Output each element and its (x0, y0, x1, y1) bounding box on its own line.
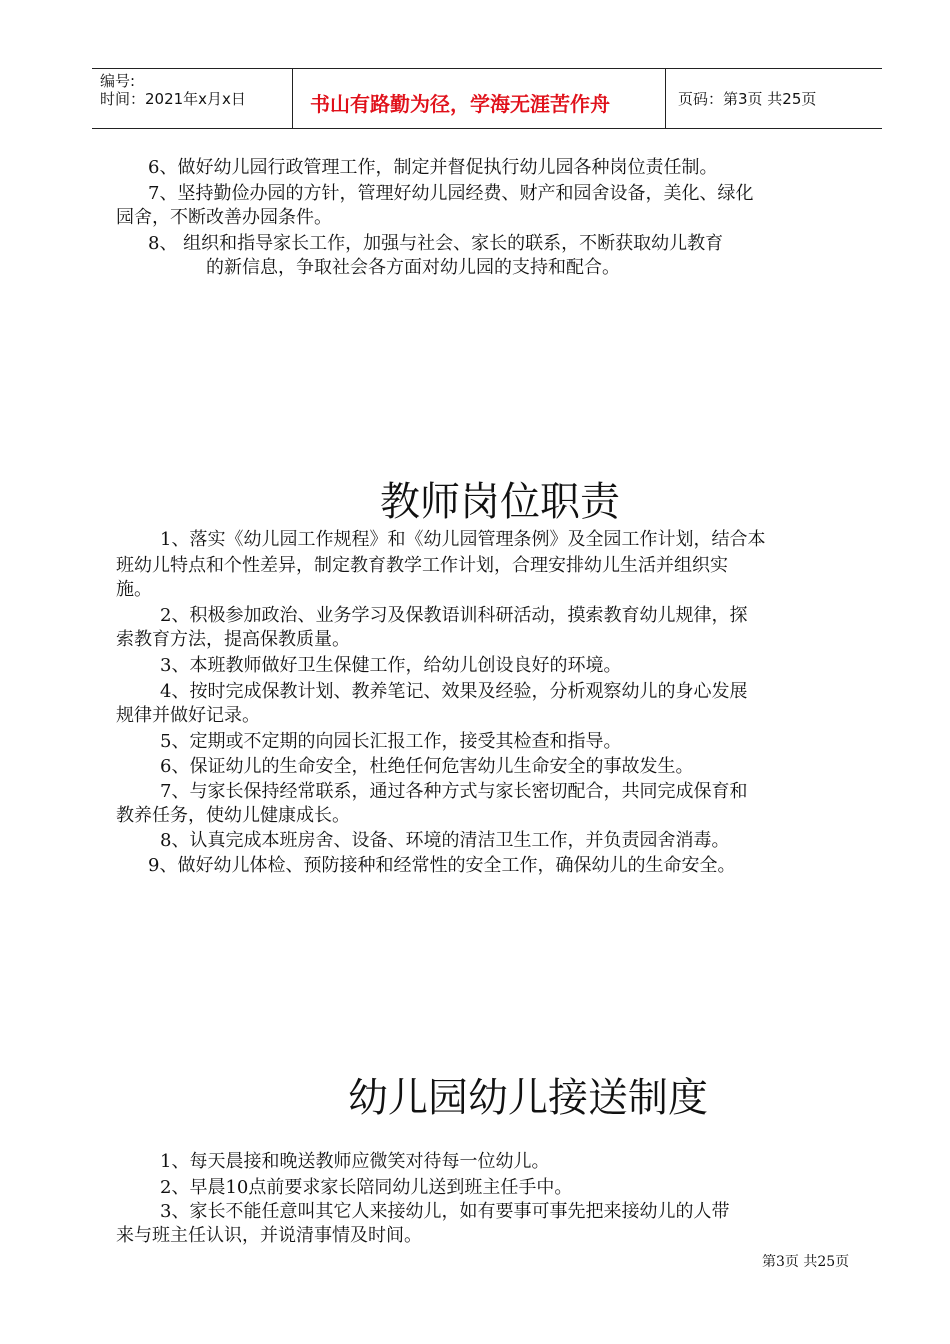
duty-item-8: 8、 组织和指导家长工作，加强与社会、家长的联系，不断获取幼儿教育 (148, 233, 724, 254)
teacher-item-9: 9、做好幼儿体检、预防接种和经常性的安全工作，确保幼儿的生命安全。 (148, 855, 736, 876)
header-top-border (92, 68, 882, 69)
teacher-item-6: 6、保证幼儿的生命安全，杜绝任何危害幼儿生命安全的事故发生。 (160, 756, 694, 777)
teacher-item-5: 5、定期或不定期的向园长汇报工作，接受其检查和指导。 (160, 731, 622, 752)
teacher-item-2-cont: 索教育方法，提高保教质量。 (116, 629, 350, 650)
teacher-item-8: 8、认真完成本班房舍、设备、环境的清洁卫生工作，并负责园舍消毒。 (160, 830, 730, 851)
duty-item-8-cont: 的新信息，争取社会各方面对幼儿园的支持和配合。 (206, 257, 620, 278)
serial-label: 编号: (100, 72, 136, 90)
header-bottom-border (92, 128, 882, 129)
duty-item-6: 6、做好幼儿园行政管理工作，制定并督促执行幼儿园各种岗位责任制。 (148, 157, 718, 178)
teacher-item-1-cont: 班幼儿特点和个性差异，制定教育教学工作计划，合理安排幼儿生活并组织实 (116, 555, 728, 576)
pickup-item-3: 3、家长不能任意叫其它人来接幼儿，如有要事可事先把来接幼儿的人带 (160, 1201, 730, 1222)
header-divider-right (665, 68, 666, 129)
teacher-section-title: 教师岗位职责 (380, 479, 620, 525)
teacher-item-1: 1、落实《幼儿园工作规程》和《幼儿园管理条例》及全园工作计划，结合本 (160, 529, 766, 550)
duty-item-7-cont: 园舍，不断改善办园条件。 (116, 207, 332, 228)
teacher-item-3: 3、本班教师做好卫生保健工作，给幼儿创设良好的环境。 (160, 655, 622, 676)
time-label: 时间：2021年x月x日 (100, 90, 246, 108)
teacher-item-4: 4、按时完成保教计划、教养笔记、效果及经验，分析观察幼儿的身心发展 (160, 681, 748, 702)
teacher-item-2: 2、积极参加政治、业务学习及保教语训科研活动，摸索教育幼儿规律，探 (160, 605, 748, 626)
duty-item-7: 7、坚持勤俭办园的方针，管理好幼儿园经费、财产和园舍设备，美化、绿化 (148, 183, 754, 204)
teacher-item-1-cont2: 施。 (116, 579, 152, 600)
header-motto: 书山有路勤为径，学海无涯苦作舟 (310, 92, 610, 116)
pickup-item-2: 2、早晨10点前要求家长陪同幼儿送到班主任手中。 (160, 1177, 573, 1198)
teacher-item-4-cont: 规律并做好记录。 (116, 705, 260, 726)
teacher-item-7-cont: 教养任务，使幼儿健康成长。 (116, 805, 350, 826)
pickup-item-1: 1、每天晨接和晚送教师应微笑对待每一位幼儿。 (160, 1151, 550, 1172)
pickup-section-title: 幼儿园幼儿接送制度 (348, 1075, 708, 1121)
teacher-item-7: 7、与家长保持经常联系，通过各种方式与家长密切配合，共同完成保育和 (160, 781, 748, 802)
footer-page-number: 第3页 共25页 (762, 1254, 850, 1270)
page-number-label: 页码：第3页 共25页 (678, 90, 817, 108)
header-divider-left (292, 68, 293, 129)
pickup-item-3-cont: 来与班主任认识，并说清事情及时间。 (116, 1225, 422, 1246)
